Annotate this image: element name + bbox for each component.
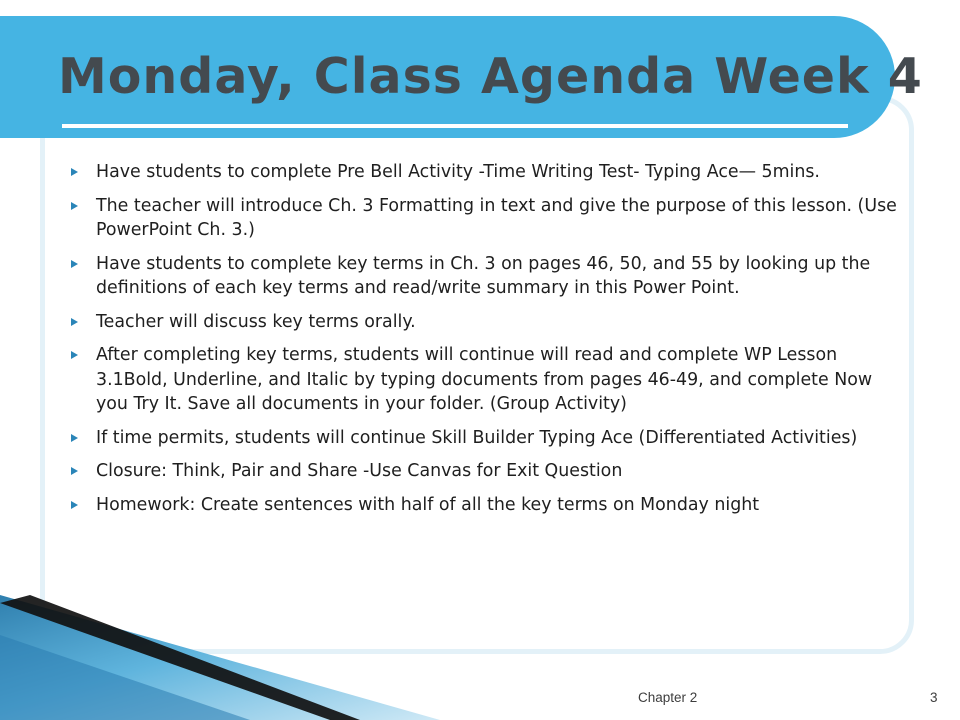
agenda-item-text: Have students to complete key terms in Ch. 3 on pages 46, 50, and 55 by looking up the definitions of each key terms and read/write summary in this Power Point.: [96, 253, 871, 298]
agenda-item-text: Teacher will discuss key terms orally.: [96, 311, 416, 332]
title-underline: [62, 124, 848, 128]
agenda-item-text: The teacher will introduce Ch. 3 Formatting in text and give the purpose of this lesson. (Use PowerPoint Ch. 3.): [96, 195, 897, 240]
page-number: 3: [930, 690, 938, 705]
arrow-right-triangle-icon: [71, 434, 78, 442]
agenda-list: [68, 160, 903, 526]
agenda-item-text: Homework: Create sentences with half of all the key terms on Monday night: [96, 494, 760, 515]
agenda-item: [68, 310, 903, 335]
agenda-item: [68, 493, 903, 518]
arrow-right-triangle-icon: [71, 260, 78, 268]
decorative-wedge: [0, 595, 440, 720]
agenda-item-text: Closure: Think, Pair and Share -Use Canvas for Exit Question: [96, 461, 623, 481]
agenda-item: [68, 426, 903, 451]
agenda-item: [68, 194, 903, 243]
agenda-item: [68, 459, 903, 484]
arrow-right-triangle-icon: [71, 168, 78, 176]
agenda-item: [68, 160, 903, 185]
agenda-item-text: If time permits, students will continue Skill Builder Typing Ace (Differentiated Activities): [96, 427, 858, 448]
footer-chapter: Chapter 2: [638, 690, 698, 705]
arrow-right-triangle-icon: [71, 351, 78, 359]
slide-title: Monday, Class Agenda Week 4: [58, 48, 923, 105]
arrow-right-triangle-icon: [71, 318, 78, 326]
arrow-right-triangle-icon: [71, 467, 78, 475]
agenda-item-text: After completing key terms, students will continue will read and complete WP Lesson 3.1Bold, Underline, and Italic by typing documents from pages 46-49, and complete Now you Try It. Save all documents in your folder. (Group Activity): [96, 345, 873, 414]
agenda-item: [68, 252, 903, 301]
arrow-right-triangle-icon: [71, 202, 78, 210]
agenda-item-text: Have students to complete Pre Bell Activity -Time Writing Test- Typing Ace— 5mins.: [96, 162, 820, 182]
agenda-item: [68, 343, 903, 417]
arrow-right-triangle-icon: [71, 501, 78, 509]
